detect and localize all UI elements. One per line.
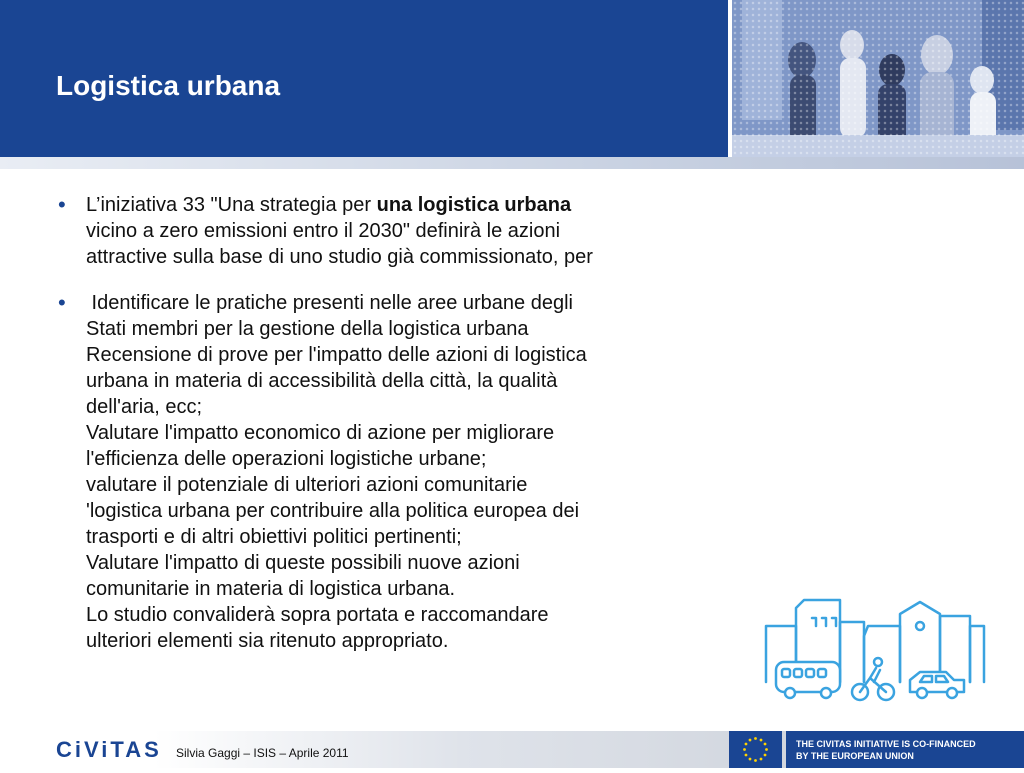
eu-star (764, 754, 767, 757)
building-shop (864, 626, 900, 682)
eu-star (749, 739, 752, 742)
photo-dot-overlay (732, 0, 1024, 157)
slide-title: Logistica urbana (56, 70, 281, 101)
bullet-dot: • (58, 192, 66, 217)
bullet-item (58, 192, 718, 270)
building-windows (812, 618, 836, 626)
slide-content (58, 192, 718, 674)
eu-flag (729, 731, 782, 768)
eu-star (743, 748, 746, 751)
building-far-right (970, 626, 984, 682)
bullet-dot: • (58, 290, 66, 315)
car-icon (910, 672, 964, 698)
eu-star (754, 737, 757, 740)
emphasis-text: una logistica urbana (376, 194, 572, 216)
eu-star (760, 758, 763, 761)
header-stripe (0, 157, 1024, 169)
church-window (916, 622, 924, 630)
eu-line-1: THE CIVITAS INITIATIVE IS CO-FINANCED (796, 739, 976, 749)
eu-star (754, 759, 757, 762)
eu-flag-icon (729, 731, 782, 768)
eu-cofinanced-note (786, 731, 1024, 768)
bus-icon (776, 662, 840, 698)
eu-star (764, 743, 767, 746)
building-mid (840, 622, 864, 682)
building-church (900, 602, 940, 682)
eu-star (760, 739, 763, 742)
eu-star (745, 754, 748, 757)
header-band (0, 0, 728, 157)
eu-line-2: BY THE EUROPEAN UNION (796, 751, 914, 761)
bullet-text: Identificare le pratiche presenti nelle aree urbane degli Stati membri per la gestione della logistica urbana Recensione di prove per l'impatto delle azioni di logistica urbana in materia di accessibilità della città, la qualità dell'aria, ecc; Valutare l'impatto economico di azione per migliorare l'efficienza delle operazioni logistiche urbane; valutare il potenziale di ulteriori azioni comunitarie 'logistica urbana per contribuire alla politica europea dei trasporti e di altri obiettivi politici pertinenti; Valutare l'impatto di queste possibili nuove azioni comunitarie in materia di logistica urbana. Lo studio convaliderà sopra portata e raccomandare ulteriori elementi sia ritenuto appropriato. (86, 292, 587, 652)
eu-star (749, 758, 752, 761)
bullet-text: L’iniziativa 33 "Una strategia per una logistica urbana vicino a zero emissioni entro il 2030" definirà le azioni attractive sulla base di uno studio già commissionato, per (86, 194, 593, 268)
bullet-item (58, 290, 718, 654)
eu-star (745, 743, 748, 746)
civitas-logo: CiViTAS (56, 737, 162, 762)
footer-author: Silvia Gaggi – ISIS – Aprile 2011 (176, 746, 349, 760)
city-illustration (760, 596, 988, 712)
bicycle-icon (852, 658, 894, 700)
eu-star (765, 748, 768, 751)
